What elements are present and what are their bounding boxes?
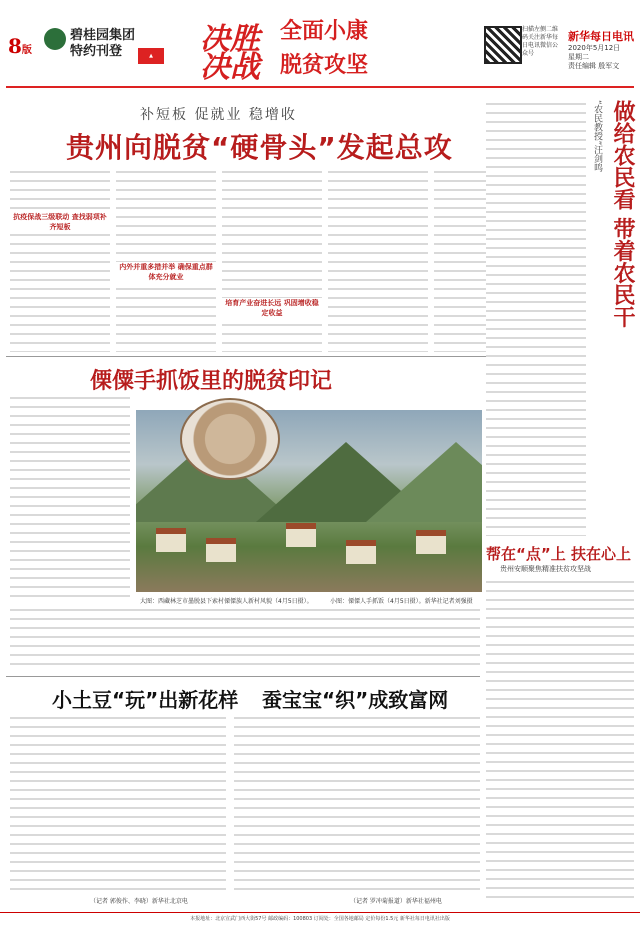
header-rule: [6, 86, 634, 88]
main-subhead-3: 培育产业奋进长远 巩固增收稳定收益: [222, 298, 322, 318]
photo-mountain-right: [366, 442, 482, 522]
campaign-logo-icon: ▲: [138, 48, 164, 64]
sponsor-logo-icon: [44, 28, 66, 50]
date: 2020年5月12日: [568, 44, 621, 52]
photo-house: [286, 523, 316, 547]
bottom-mid-byline: （记者 罗冲菊报道）新华社福州电: [350, 898, 442, 905]
photo-house: [156, 528, 186, 552]
right-article: [486, 100, 586, 536]
bottom-mid-headline: 蚕宝宝“织”成致富网: [262, 688, 449, 712]
inset-photo-rice-bowl: [180, 398, 280, 480]
main-subhead-1: 抗疫保战三级联动 查找弱项补齐短板: [10, 212, 110, 232]
right-headline: 做给农民看 带着农民干: [610, 100, 635, 328]
right-sub-deck: 贵州安顺聚焦精准扶贫攻坚战: [500, 565, 591, 573]
feature-caption-small: 小图：傈僳人手抓饭（4月5日摄）。新华社记者刘强摄: [330, 598, 473, 605]
bottom-left-article: [10, 714, 226, 892]
right-column-title: “农民教授”汪剑鸣: [592, 100, 602, 173]
campaign-word-1: 决胜: [200, 22, 260, 57]
bottom-divider: [6, 676, 480, 677]
main-article-col-3: [222, 168, 322, 352]
feature-headline: 傈僳手抓饭里的脱贫印记: [90, 369, 333, 394]
right-sub-headline: 帮在“点”上 扶在心上: [486, 545, 631, 563]
sponsor-sub: 特约刊登: [70, 44, 123, 59]
editors: 责任编辑 殷军文: [568, 62, 620, 70]
main-article-col-1: [10, 168, 110, 352]
photo-house: [346, 540, 376, 564]
page-footer: 本报地址：北京宣武门西大街57号 邮政编码：100803 订阅处：全国各地邮局 定价每份1.5元 新华社每日电讯社出版: [0, 912, 640, 928]
dateline: [568, 44, 620, 71]
sponsor-name: 碧桂园集团: [70, 28, 136, 43]
qr-caption: 扫描左侧二维码关注新华每日电讯微信公众号: [522, 26, 559, 57]
main-subhead-2: 内外并重多措并举 确保重点群体充分就业: [116, 262, 216, 282]
main-headline: 贵州向脱贫“硬骨头”发起总攻: [66, 131, 453, 164]
bottom-left-byline: （记者 郭俊作、李晓）新华社北京电: [90, 898, 188, 905]
photo-house: [206, 538, 236, 562]
right-lower-article: [486, 578, 634, 904]
bottom-mid-article: [234, 714, 480, 892]
main-article-col-4: [328, 168, 428, 352]
feature-caption-main: 大图：西藏林芝市墨脱县下索村傈僳族人新村风貌（4月5日摄）。: [140, 598, 313, 605]
page-number: 8版: [8, 34, 32, 58]
feature-article-col-1: [10, 394, 130, 600]
sponsor-block: [70, 28, 135, 60]
bottom-left-headline: 小土豆“玩”出新花样: [52, 688, 239, 712]
masthead: 新华每日电讯: [568, 30, 634, 43]
campaign-word-2: 全面小康: [280, 19, 369, 44]
weekday: 星期二: [568, 53, 589, 61]
main-article-col-2: [116, 168, 216, 352]
main-deck: 补短板 促就业 稳增收: [140, 107, 297, 123]
campaign-banner: [190, 8, 440, 85]
campaign-word-4: 脱贫攻坚: [280, 53, 369, 78]
qr-code-icon[interactable]: [484, 26, 522, 64]
campaign-word-3: 决战: [200, 50, 260, 85]
photo-house: [416, 530, 446, 554]
feature-article-lower: [10, 606, 480, 672]
